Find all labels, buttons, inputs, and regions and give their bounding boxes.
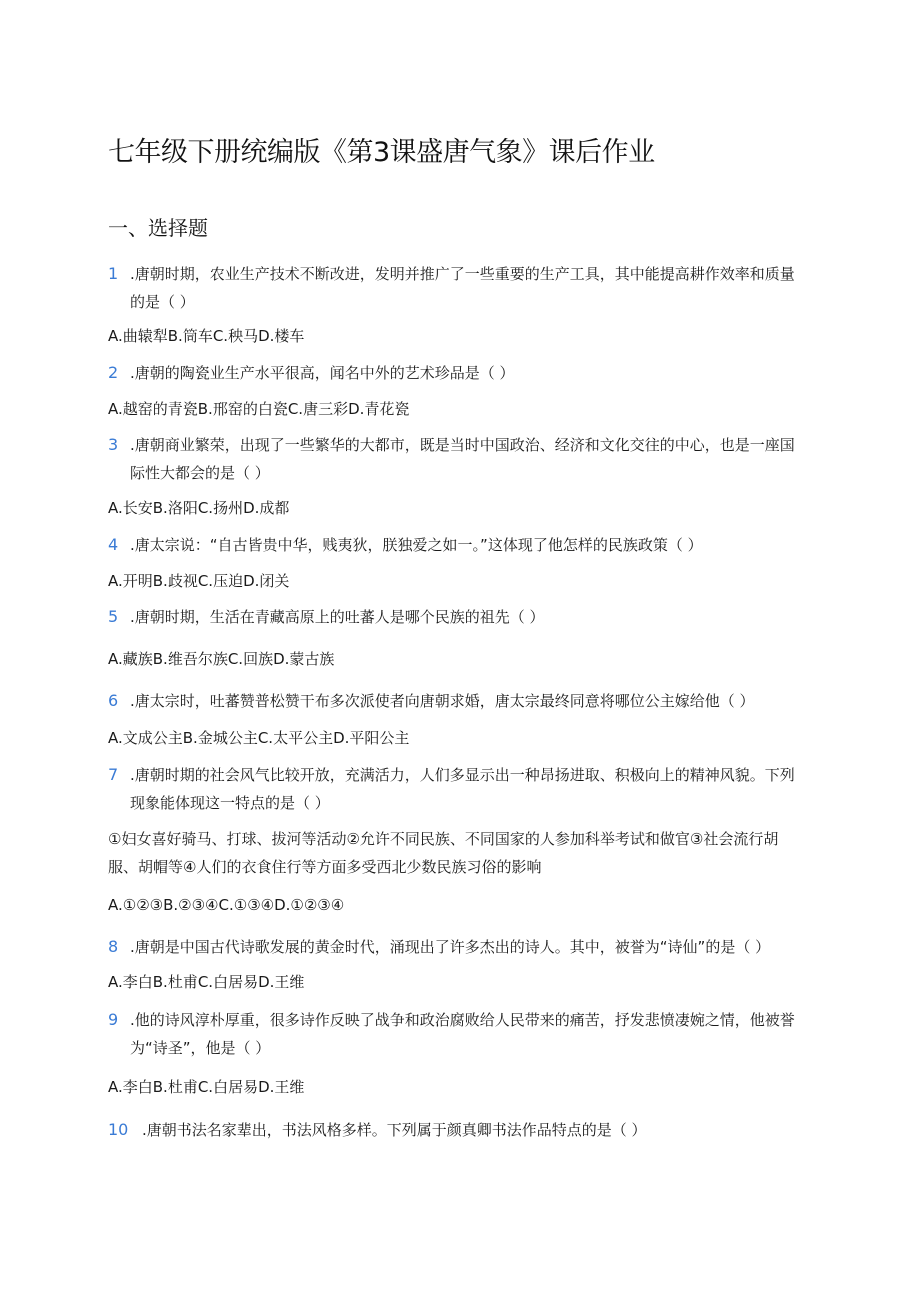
question-text: .唐太宗说：“自古皆贵中华，贱夷狄，朕独爱之如一。”这体现了他怎样的民族政策（ ） <box>130 536 703 554</box>
question-8-options: A.李白B.杜甫C.白居易D.王维 <box>108 973 305 991</box>
question-5-options: A.藏族B.维吾尔族C.回族D.蒙古族 <box>108 650 335 668</box>
question-7-statements: ①妇女喜好骑马、打球、拔河等活动②允许不同民族、不同国家的人参加科举考试和做官③社会流行胡服、胡帽等④人们的衣食住行等方面多受西北少数民族习俗的影响 <box>108 830 779 876</box>
question-1-options: A.曲辕犁B.筒车C.秧马D.楼车 <box>108 327 305 345</box>
question-number: 3 <box>108 435 119 454</box>
question-number: 7 <box>108 765 119 784</box>
question-7-options: A.①②③B.②③④C.①③④D.①②③④ <box>108 896 345 914</box>
question-4-options: A.开明B.歧视C.压迫D.闭关 <box>108 572 290 590</box>
question-number: 6 <box>108 691 119 710</box>
document-title: 七年级下册统编版《第3课盛唐气象》课后作业 <box>108 137 655 168</box>
question-1 <box>108 260 808 316</box>
question-text: .唐朝书法名家辈出，书法风格多样。下列属于颜真卿书法作品特点的是（ ） <box>142 1121 647 1139</box>
question-number: 1 <box>108 264 119 283</box>
question-9 <box>108 1006 808 1062</box>
question-6 <box>108 687 808 715</box>
question-6-options: A.文成公主B.金城公主C.太平公主D.平阳公主 <box>108 729 410 747</box>
question-number: 8 <box>108 937 119 956</box>
question-text: .唐朝时期，生活在青藏高原上的吐蕃人是哪个民族的祖先（ ） <box>130 608 545 626</box>
question-text: .唐朝时期，农业生产技术不断改进，发明并推广了一些重要的生产工具，其中能提高耕作效率和质量的是（ ） <box>130 265 795 311</box>
question-text: .他的诗风淳朴厚重，很多诗作反映了战争和政治腐败给人民带来的痛苦，抒发悲愤凄婉之情，他被誉为“诗圣”，他是（ ） <box>130 1011 795 1057</box>
question-9-options: A.李白B.杜甫C.白居易D.王维 <box>108 1078 305 1096</box>
question-number: 9 <box>108 1010 119 1029</box>
question-number: 10 <box>108 1120 129 1139</box>
question-2-options: A.越窑的青瓷B.邢窑的白瓷C.唐三彩D.青花瓷 <box>108 400 410 418</box>
question-3-options: A.长安B.洛阳C.扬州D.成都 <box>108 499 290 517</box>
question-text: .唐朝时期的社会风气比较开放，充满活力，人们多显示出一种昂扬进取、积极向上的精神风貌。下列现象能体现这一特点的是（ ） <box>130 766 795 812</box>
question-text: .唐太宗时，吐蕃赞普松赞干布多次派使者向唐朝求婚，唐太宗最终同意将哪位公主嫁给他（ ） <box>130 692 755 710</box>
question-5 <box>108 603 808 631</box>
question-4 <box>108 531 808 559</box>
section-heading: 一、选择题 <box>108 216 208 240</box>
question-text: .唐朝的陶瓷业生产水平很高，闻名中外的艺术珍品是（ ） <box>130 364 515 382</box>
question-text: .唐朝是中国古代诗歌发展的黄金时代，涌现出了许多杰出的诗人。其中，被誉为“诗仙”的是（ ） <box>130 938 771 956</box>
question-number: 5 <box>108 607 119 626</box>
question-7 <box>108 761 808 817</box>
question-number: 4 <box>108 535 119 554</box>
question-8 <box>108 933 808 961</box>
question-number: 2 <box>108 363 119 382</box>
question-3 <box>108 431 808 487</box>
question-2 <box>108 359 808 387</box>
question-text: .唐朝商业繁荣，出现了一些繁华的大都市，既是当时中国政治、经济和文化交往的中心，也是一座国际性大都会的是（ ） <box>130 436 795 482</box>
question-10 <box>108 1116 808 1144</box>
